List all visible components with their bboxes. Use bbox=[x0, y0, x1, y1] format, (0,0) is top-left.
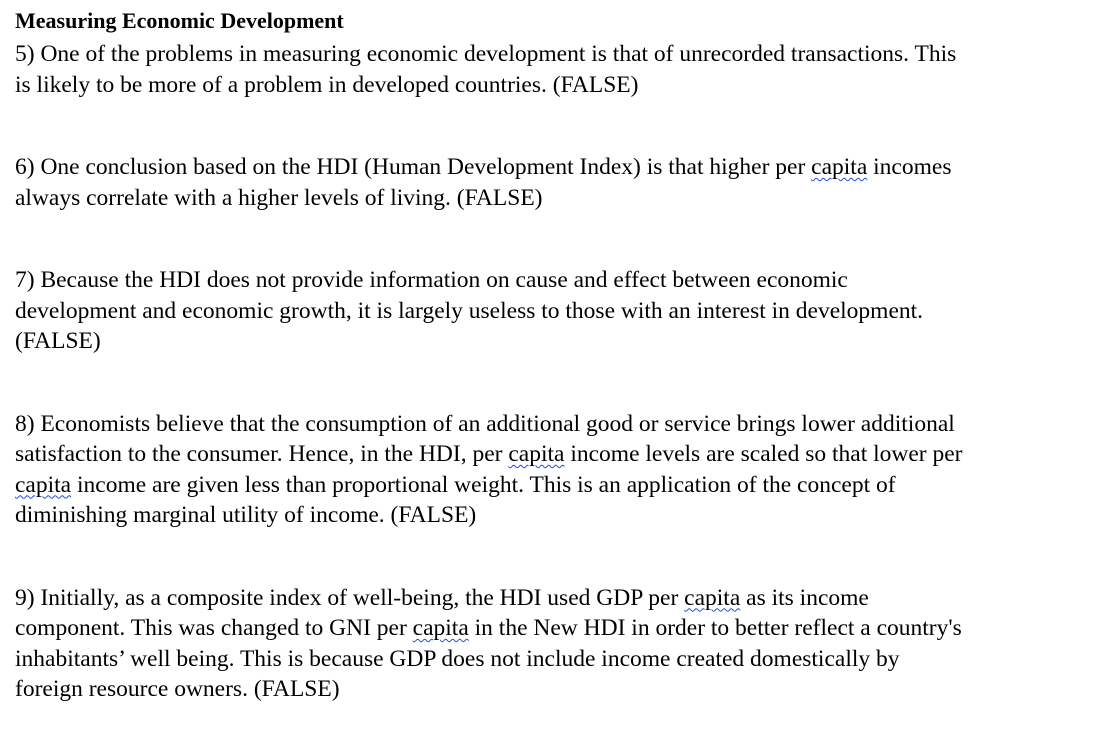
question-5 bbox=[15, 39, 1095, 100]
question-7-line-3: (FALSE) bbox=[15, 328, 101, 354]
question-7-line-1: 7) Because the HDI does not provide information on cause and effect between economic bbox=[15, 267, 848, 293]
document-title: Measuring Economic Development bbox=[15, 8, 344, 33]
question-5-line-2: is likely to be more of a problem in developed countries. (FALSE) bbox=[15, 71, 639, 98]
question-6-text-2: incomes always correlate with a higher levels of living. (FALSE) bbox=[15, 154, 952, 211]
question-6 bbox=[15, 152, 1095, 213]
question-9-text-2: as its income component. This was changed to GNI per bbox=[15, 584, 869, 641]
question-5-line-1: 5) One of the problems in measuring economic development is that of unrecorded transactions. This bbox=[15, 41, 957, 67]
question-7-line-2: development and economic growth, it is largely useless to those with an interest in development. bbox=[15, 297, 924, 324]
spellcheck-word-capita[interactable]: capita bbox=[412, 615, 469, 641]
question-6-text-1: 6) One conclusion based on the HDI (Human Development Index) is that higher per bbox=[15, 154, 812, 180]
spellcheck-word-capita[interactable]: capita bbox=[811, 154, 868, 180]
question-9 bbox=[15, 583, 1095, 705]
question-9-text-3: in the New HDI in order to better reflect a country's inhabitants’ well being. This is because GDP does not include income created domestically by foreign resource owners. (FALSE) bbox=[15, 615, 962, 702]
question-8-text-3: income are given less than proportional weight. This is an application of the concept of diminishing marginal utility of income. (FALSE) bbox=[15, 471, 896, 528]
question-8-text-2: income levels are scaled so that lower per bbox=[570, 441, 963, 467]
question-7 bbox=[15, 265, 1095, 357]
spellcheck-word-capita[interactable]: capita bbox=[508, 441, 565, 467]
document-page bbox=[15, 6, 1095, 705]
spellcheck-word-capita[interactable]: capita bbox=[15, 471, 72, 498]
spellcheck-word-capita[interactable]: capita bbox=[684, 584, 741, 611]
question-8-text-1: 8) Economists believe that the consumption of an additional good or service brings lower additional satisfaction to the consumer. Hence, in the HDI, per bbox=[15, 410, 955, 467]
question-8 bbox=[15, 409, 1095, 531]
question-9-text-1: 9) Initially, as a composite index of well-being, the HDI used GDP per bbox=[15, 584, 685, 611]
